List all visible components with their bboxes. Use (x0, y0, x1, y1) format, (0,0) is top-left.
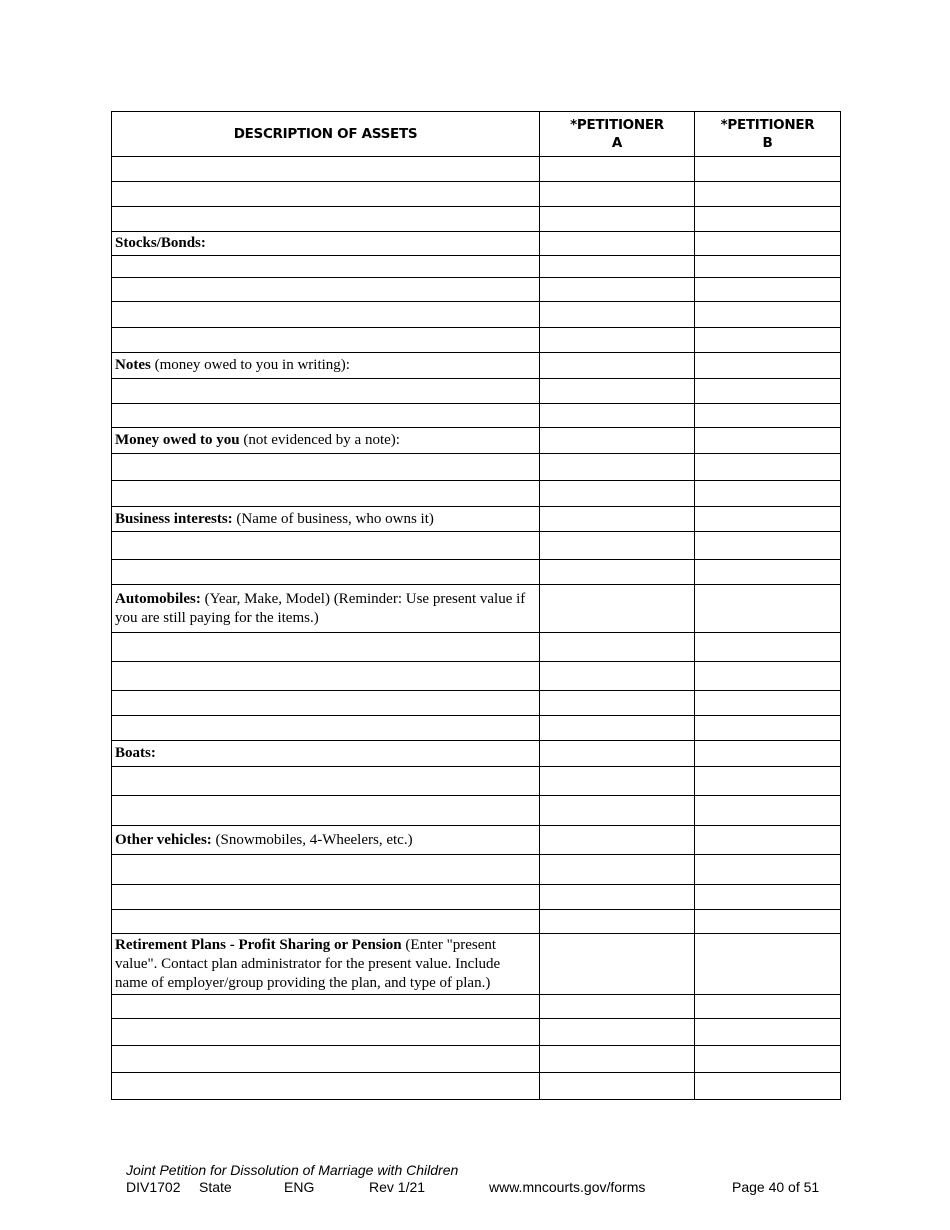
petitioner-a-cell[interactable] (540, 633, 695, 662)
petitioner-a-cell[interactable] (540, 560, 695, 585)
table-row (112, 379, 841, 404)
section-label-rest: (money owed to you in writing): (150, 357, 350, 373)
petitioner-b-cell[interactable] (695, 885, 841, 910)
petitioner-b-cell[interactable] (695, 826, 841, 855)
petitioner-b-cell[interactable] (695, 232, 841, 256)
section-label-bold: Boats: (115, 745, 156, 761)
petitioner-b-cell[interactable] (695, 157, 841, 182)
section-row-stocks (112, 232, 841, 256)
section-label-rest: (Enter "present value". Contact plan administrator for the present value. Include name of employer/group providing the plan, and type of plan.) (115, 936, 501, 991)
petitioner-a-cell[interactable] (540, 379, 695, 404)
petitioner-a-cell[interactable] (540, 995, 695, 1019)
jurisdiction: State (199, 1179, 232, 1195)
description-cell[interactable] (112, 454, 540, 481)
page-number: Page 40 of 51 (732, 1179, 820, 1195)
petitioner-b-cell[interactable] (695, 910, 841, 934)
table-row (112, 182, 841, 207)
description-cell[interactable] (112, 1073, 540, 1100)
petitioner-a-cell[interactable] (540, 826, 695, 855)
petitioner-b-cell[interactable] (695, 741, 841, 767)
section-row-money-owed (112, 428, 841, 454)
petitioner-b-cell[interactable] (695, 481, 841, 507)
petitioner-b-cell[interactable] (695, 207, 841, 232)
description-cell[interactable] (112, 532, 540, 560)
petitioner-b-cell[interactable] (695, 691, 841, 716)
description-cell[interactable] (112, 379, 540, 404)
section-label-stocks (112, 232, 540, 256)
table-row (112, 256, 841, 278)
section-label-bold: Money owed to you (115, 432, 240, 448)
petitioner-a-cell[interactable] (540, 1046, 695, 1073)
table-row (112, 454, 841, 481)
description-cell[interactable] (112, 157, 540, 182)
petitioner-b-cell[interactable] (695, 1019, 841, 1046)
petitioner-a-cell[interactable] (540, 353, 695, 379)
petitioner-a-cell[interactable] (540, 278, 695, 302)
section-row-boats (112, 741, 841, 767)
description-cell[interactable] (112, 207, 540, 232)
table-row (112, 662, 841, 691)
table-row (112, 1046, 841, 1073)
petitioner-a-header (540, 112, 695, 157)
description-cell[interactable] (112, 302, 540, 328)
description-cell[interactable] (112, 691, 540, 716)
description-cell[interactable] (112, 885, 540, 910)
petitioner-a-cell[interactable] (540, 232, 695, 256)
description-cell[interactable] (112, 796, 540, 826)
table-row (112, 302, 841, 328)
table-row (112, 532, 841, 560)
petitioner-b-cell[interactable] (695, 1073, 841, 1100)
petitioner-b-cell[interactable] (695, 585, 841, 633)
table-row (112, 1019, 841, 1046)
form-id: DIV1702 (126, 1179, 181, 1195)
section-label-bold: Other vehicles: (115, 831, 212, 848)
petitioner-a-cell[interactable] (540, 256, 695, 278)
petitioner-b-cell[interactable] (695, 633, 841, 662)
petitioner-a-cell[interactable] (540, 157, 695, 182)
petitioner-b-cell[interactable] (695, 934, 841, 995)
table-row (112, 910, 841, 934)
petitioner-a-cell[interactable] (540, 855, 695, 885)
petitioner-b-cell[interactable] (695, 302, 841, 328)
petitioner-a-cell[interactable] (540, 454, 695, 481)
petitioner-a-cell[interactable] (540, 1019, 695, 1046)
table-row (112, 691, 841, 716)
petitioner-a-cell[interactable] (540, 404, 695, 428)
description-cell[interactable] (112, 256, 540, 278)
petitioner-b-cell[interactable] (695, 767, 841, 796)
description-cell[interactable] (112, 910, 540, 934)
section-label-automobiles (112, 585, 540, 633)
petitioner-a-cell[interactable] (540, 934, 695, 995)
petitioner-b-cell[interactable] (695, 796, 841, 826)
table-row (112, 767, 841, 796)
header-row (112, 112, 841, 157)
petitioner-b-cell[interactable] (695, 662, 841, 691)
petitioner-b-cell[interactable] (695, 256, 841, 278)
petitioner-b-cell[interactable] (695, 328, 841, 353)
table-row (112, 157, 841, 182)
petitioner-a-cell[interactable] (540, 585, 695, 633)
description-cell[interactable] (112, 404, 540, 428)
petitioner-a-cell[interactable] (540, 182, 695, 207)
table-row (112, 560, 841, 585)
form-title: Joint Petition for Dissolution of Marriage with Children (126, 1162, 459, 1178)
section-label-other-vehicles (112, 826, 540, 855)
petitioner-b-cell[interactable] (695, 182, 841, 207)
petitioner-a-cell[interactable] (540, 507, 695, 532)
section-row-other-vehicles (112, 826, 841, 855)
petitioner-a-cell[interactable] (540, 767, 695, 796)
petitioner-a-cell[interactable] (540, 428, 695, 454)
description-cell[interactable] (112, 855, 540, 885)
page-footer (126, 1162, 826, 1196)
section-label-rest: (Snowmobiles, 4-Wheelers, etc.) (211, 831, 413, 848)
petitioner-a-cell[interactable] (540, 481, 695, 507)
petitioner-a-cell[interactable] (540, 910, 695, 934)
petitioner-b-cell[interactable] (695, 379, 841, 404)
table-row (112, 328, 841, 353)
table-row (112, 633, 841, 662)
petitioner-b-cell[interactable] (695, 995, 841, 1019)
section-label-rest: (Name of business, who owns it) (232, 510, 434, 527)
table-row (112, 995, 841, 1019)
petitioner-b-cell[interactable] (695, 404, 841, 428)
description-cell[interactable] (112, 995, 540, 1019)
section-label-business (112, 507, 540, 532)
petitioner-a-cell[interactable] (540, 328, 695, 353)
section-label-rest: (Year, Make, Model) (Reminder: Use present value if you are still paying for the items.) (115, 590, 526, 626)
petitioner-b-cell[interactable] (695, 716, 841, 741)
petitioner-a-cell[interactable] (540, 662, 695, 691)
petitioner-b-header (695, 112, 841, 157)
table-row (112, 855, 841, 885)
petitioner-b-cell[interactable] (695, 1046, 841, 1073)
section-label-money-owed (112, 428, 540, 454)
footer-meta-line (126, 1179, 826, 1196)
section-label-notes (112, 353, 540, 379)
section-label-bold: Automobiles: (115, 590, 201, 607)
section-label-bold: Business interests: (115, 510, 233, 527)
table-row (112, 1073, 841, 1100)
petitioner-a-cell[interactable] (540, 716, 695, 741)
section-row-business (112, 507, 841, 532)
petitioner-b-cell[interactable] (695, 428, 841, 454)
revision: Rev 1/21 (369, 1179, 426, 1195)
section-label-bold: Stocks/Bonds: (115, 235, 206, 251)
description-cell[interactable] (112, 662, 540, 691)
section-row-automobiles (112, 585, 841, 633)
section-label-rest: (not evidenced by a note): (239, 432, 400, 448)
petitioner-a-cell[interactable] (540, 302, 695, 328)
description-cell[interactable] (112, 278, 540, 302)
petitioner-a-cell[interactable] (540, 885, 695, 910)
petitioner-a-header-line1: *PETITIONER (570, 117, 664, 133)
section-label-bold: Retirement Plans - Profit Sharing or Pension (115, 936, 402, 953)
petitioner-a-cell[interactable] (540, 741, 695, 767)
section-label-retirement (112, 934, 540, 995)
description-cell[interactable] (112, 481, 540, 507)
description-cell[interactable] (112, 1046, 540, 1073)
description-cell[interactable] (112, 767, 540, 796)
petitioner-b-cell[interactable] (695, 353, 841, 379)
language: ENG (284, 1179, 315, 1195)
petitioner-b-cell[interactable] (695, 278, 841, 302)
petitioner-b-header-line2: B (762, 135, 773, 151)
table-row (112, 885, 841, 910)
forms-url[interactable]: www.mncourts.gov/forms (489, 1179, 646, 1195)
description-cell[interactable] (112, 328, 540, 353)
table-row (112, 207, 841, 232)
table-row (112, 716, 841, 741)
petitioner-b-cell[interactable] (695, 855, 841, 885)
assets-table (111, 111, 841, 1100)
petitioner-a-header-line2: A (611, 135, 623, 151)
petitioner-b-cell[interactable] (695, 532, 841, 560)
section-label-boats (112, 741, 540, 767)
table-row (112, 404, 841, 428)
petitioner-a-cell[interactable] (540, 1073, 695, 1100)
table-row (112, 481, 841, 507)
section-row-notes (112, 353, 841, 379)
petitioner-b-cell[interactable] (695, 560, 841, 585)
table-row (112, 278, 841, 302)
description-cell[interactable] (112, 1019, 540, 1046)
description-header: DESCRIPTION OF ASSETS (112, 112, 540, 157)
description-cell[interactable] (112, 633, 540, 662)
petitioner-b-cell[interactable] (695, 454, 841, 481)
petitioner-a-cell[interactable] (540, 691, 695, 716)
petitioner-b-cell[interactable] (695, 507, 841, 532)
description-cell[interactable] (112, 560, 540, 585)
description-cell[interactable] (112, 716, 540, 741)
description-cell[interactable] (112, 182, 540, 207)
petitioner-a-cell[interactable] (540, 207, 695, 232)
section-label-bold: Notes (115, 357, 151, 373)
petitioner-a-cell[interactable] (540, 796, 695, 826)
section-row-retirement (112, 934, 841, 995)
petitioner-a-cell[interactable] (540, 532, 695, 560)
petitioner-b-header-line1: *PETITIONER (720, 117, 815, 133)
table-row (112, 796, 841, 826)
